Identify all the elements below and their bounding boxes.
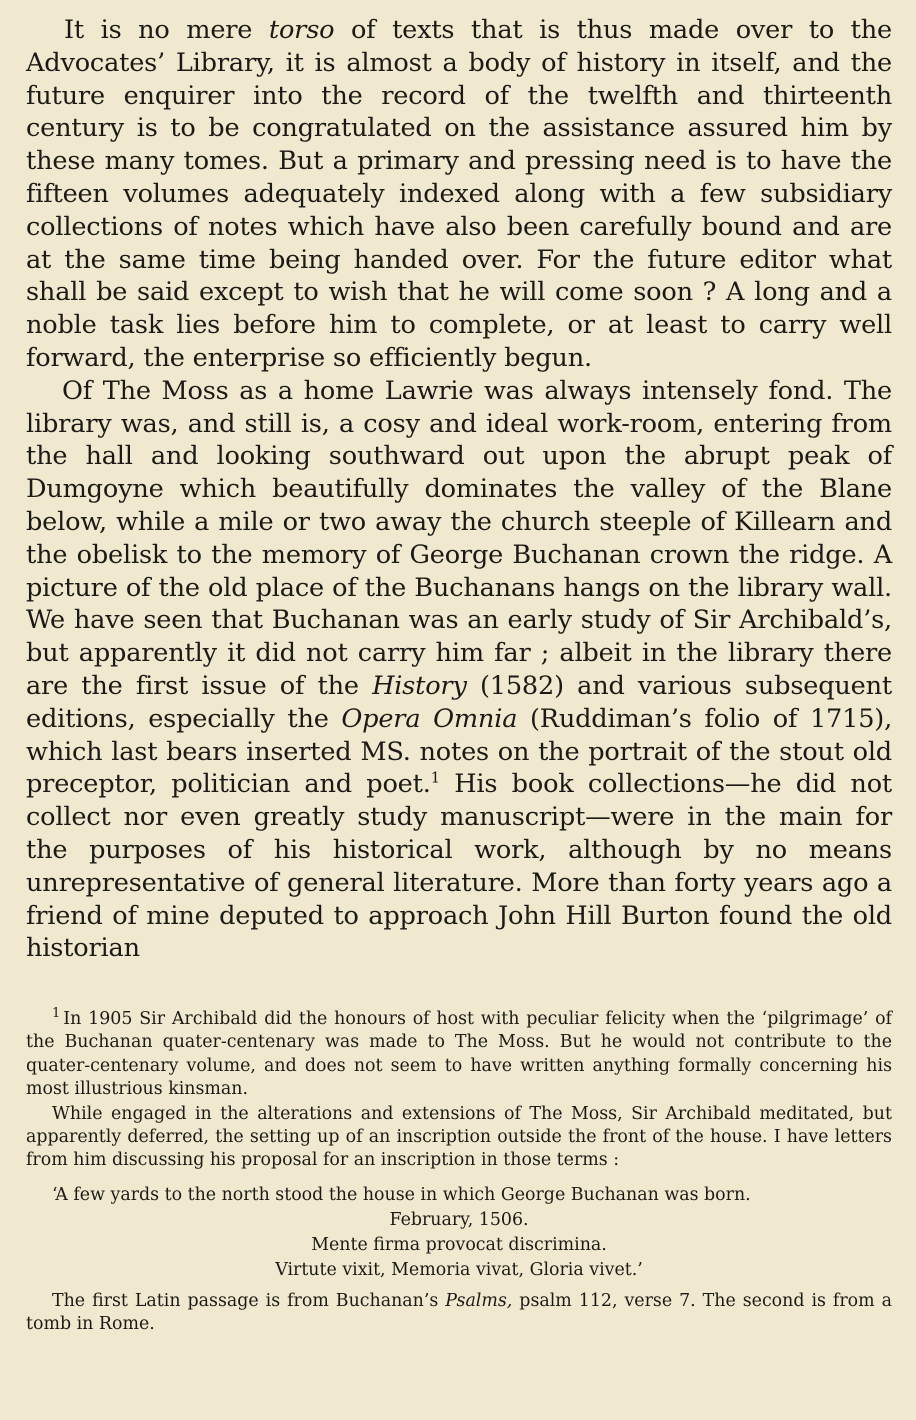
- paragraph-2-text-b: (1582) and various subsequent editions, especially the: [26, 670, 892, 734]
- paragraph-2-italic-history: History: [372, 670, 467, 701]
- footnote-1-mark: 1: [52, 1006, 61, 1022]
- paragraph-1-text-b: of texts that is thus made over to the Advocates’ Library, it is almost a body of history in itself, and the future enquirer into the record of the twelfth and thirteenth century is to be congratulated on the assistance assured him by these many tomes. But a primary and pressing need is to have the fifteen volumes adequately indexed along with a few subsidiary collections of notes which have also been carefully bound and are at the same time being handed over. For the future editor what shall be said except to wish that he will come soon ? A long and a noble task lies before him to complete, or at least to carry well forward, the enterprise so efficiently begun.: [26, 15, 892, 373]
- footnote-1-text: In 1905 Sir Archibald did the honours of host with peculiar felicity when the ‘pilgrimage’ of the Buchanan quater-centenary was made to The Moss. But he would not contribute to the quater-centenary volume, and does not seem to have written anything formally concerning his most illustrious kinsman.: [26, 1009, 892, 1100]
- paragraph-2-text-d: His book collections—he did not collect nor even greatly study manuscript—were in the main for the purposes of his historical work, although by no means unrepresentative of general literature. More than forty years ago a friend of mine deputed to approach John Hill Burton found the old historian: [26, 769, 892, 964]
- footnote-3: [26, 1290, 892, 1337]
- footnote-3-text-b: psalm 112, verse 7. The second is from a tomb in Rome.: [26, 1290, 892, 1335]
- inscription-line-3: Mente firma provocat discrimina.: [311, 1234, 607, 1255]
- footnote-2: [26, 1103, 892, 1173]
- paragraph-2-italic-opera-omnia: Opera Omnia: [341, 703, 518, 734]
- paragraph-2-text-a: Of The Moss as a home Lawrie was always intensely fond. The library was, and still is, a cosy and ideal work-room, entering from the hall and looking southward out upon the abrupt peak of Dumgoyne which beautifully dominates the valley of the Blane below, while a mile or two away the church steeple of Killearn and the obelisk to the memory of George Buchanan crown the ridge. A picture of the old place of the Buchanans hangs on the library wall. We have seen that Buchanan was an early study of Sir Archibald’s, but apparently it did not carry him far ; albeit in the library there are the first issue of the: [26, 375, 892, 701]
- footnotes: [26, 1008, 892, 1337]
- paragraph-1: [26, 14, 892, 375]
- inscription-line-2: February, 1506.: [389, 1209, 529, 1230]
- footnote-3-text-a: The first Latin passage is from Buchanan’s: [52, 1290, 446, 1311]
- paragraph-1-italic-torso: torso: [268, 15, 335, 45]
- paragraph-2: [26, 375, 892, 965]
- inscription-line-1: ‘A few yards to the north stood the house in which George Buchanan was born.: [52, 1184, 751, 1205]
- main-text: [26, 14, 892, 965]
- inscription-quote: [26, 1183, 892, 1282]
- inscription-line-4: Virtute vixit, Memoria vivat, Gloria vivet.’: [275, 1259, 643, 1280]
- paragraph-1-text-a: It is no mere: [64, 15, 269, 45]
- footnote-3-italic-psalms: Psalms,: [445, 1290, 513, 1311]
- footnote-1: [26, 1008, 892, 1102]
- footnote-2-text: While engaged in the alterations and extensions of The Moss, Sir Archibald meditated, but apparently deferred, the setting up of an inscription outside the front of the house. I have letters from him discussing his proposal for an inscription in those terms :: [26, 1103, 892, 1171]
- footnote-reference[interactable]: 1: [430, 768, 440, 787]
- paragraph-2-text-c: (Ruddiman’s folio of 1715), which last bears inserted MS. notes on the portrait of the stout old preceptor, politician and poet.: [26, 703, 893, 800]
